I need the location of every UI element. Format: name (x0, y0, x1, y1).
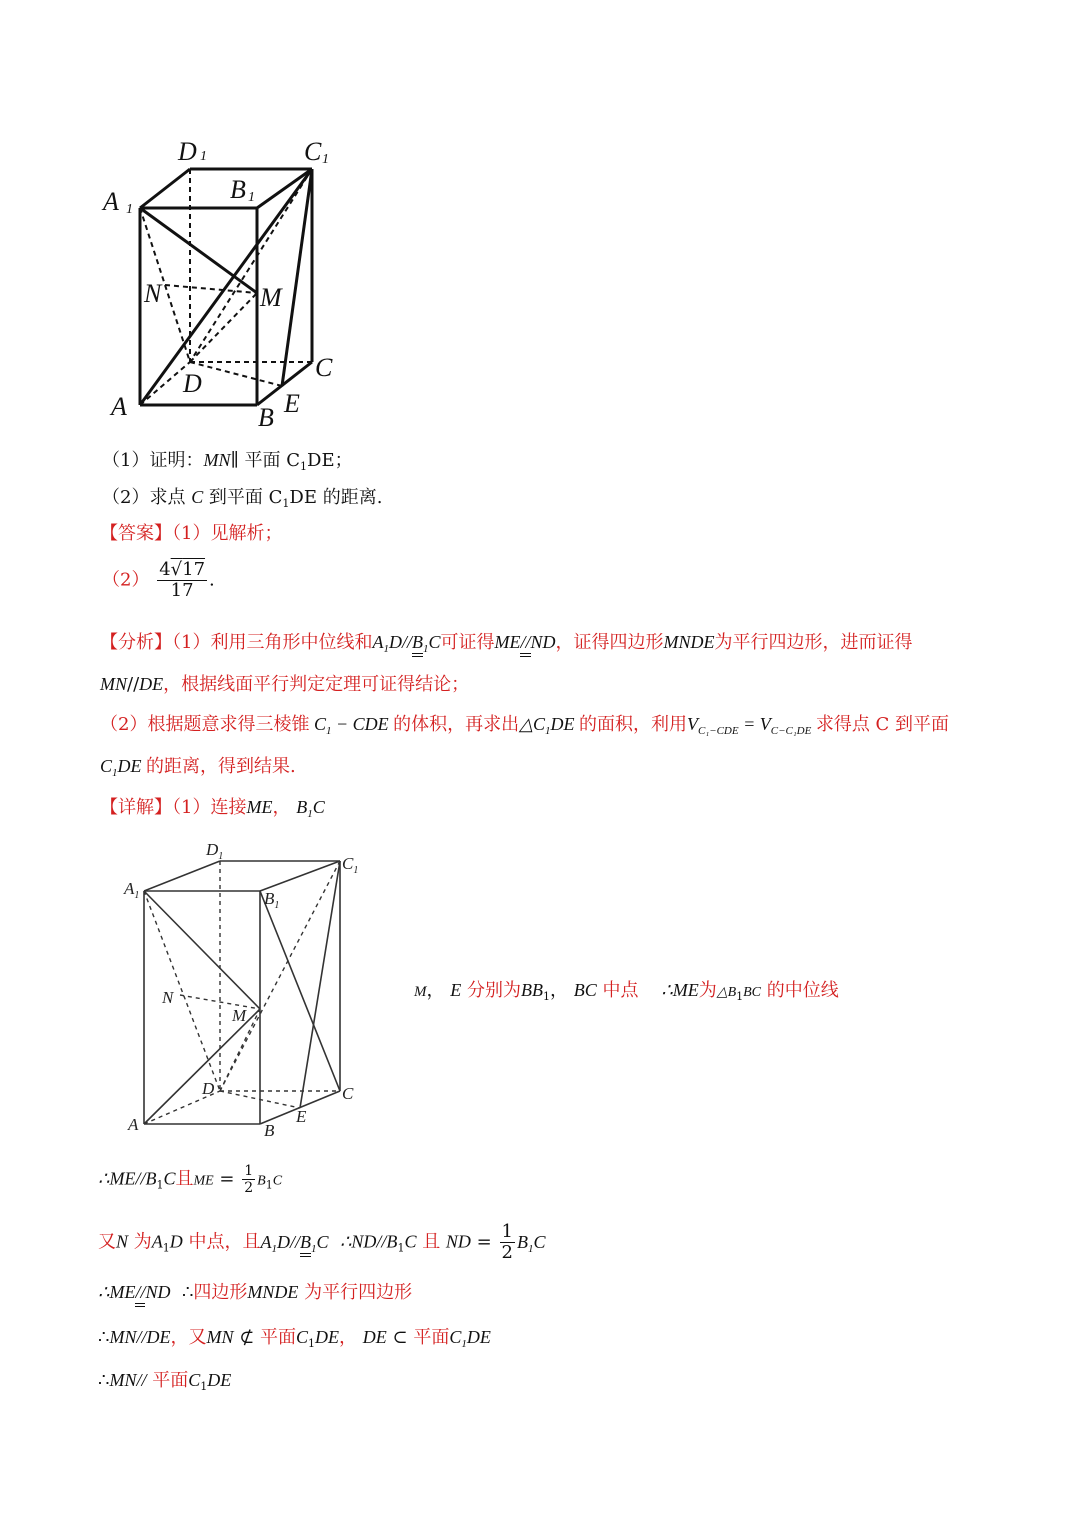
label-d1: D (178, 137, 197, 166)
label-a1: A (103, 187, 119, 216)
svg-text:1: 1 (322, 152, 329, 167)
answer-fraction: $\frac{4√17}{17}$ (159, 559, 206, 601)
fig2-label-d1: $D_1$ (206, 840, 224, 862)
fig2-label-d: D (202, 1079, 215, 1098)
svg-text:1: 1 (248, 190, 255, 205)
analysis-line-1: 【分析】（1）利用三角形中位线和$A_1D//B_1C$可证得ME//ND，证得四边形MNDE为平行四边形，进而证得 (100, 632, 913, 655)
detail-line: 【详解】（1）连接ME， $B_1C$ (100, 797, 325, 820)
prism-figure-1 (95, 130, 355, 430)
fig2-label-c1: $C_1$ (342, 854, 359, 876)
step-2: 又N 为$A_1D$ 中点，且$A_1D//B_1C$ $\therefore ND//B_1C$ 且 ND = $\frac{1}{2}$ $B_1C$ (98, 1221, 546, 1263)
question-2: （2）求点 C 到平面 $C_1DE$ 的距离. (102, 487, 383, 510)
label-c1: C (304, 137, 322, 166)
label-m: M (260, 283, 282, 312)
fig2-label-a: A (128, 1115, 139, 1134)
answer-line: 【答案】（1）见解析； (100, 523, 283, 544)
fig2-label-m: M (232, 1006, 247, 1025)
svg-text:1: 1 (126, 202, 133, 217)
side-note: M， E 分别为$BB_1$， BC 中点 ∴ME为$\triangle B_1BC$ 的中位线 (414, 980, 839, 1003)
label-e: E (284, 389, 300, 418)
analysis-line-3: （2）根据题意求得三棱锥 $C_1$ − CDE 的体积，再求出$\triangle C_1DE$ 的面积，利用$V_{C_1-CDE} = V_{C-C_1DE}$ 求得点 C 到平面 (100, 714, 950, 737)
label-n: N (144, 279, 162, 308)
fig2-label-c: C (342, 1084, 354, 1103)
label-d: D (183, 369, 202, 398)
fig2-label-e: E (296, 1107, 307, 1126)
fig2-label-a1: $A_1$ (124, 879, 140, 901)
analysis-line-4: $C_1DE$ 的距离，得到结果. (100, 756, 296, 779)
label-c: C (315, 353, 333, 382)
fig2-label-b1: $B_1$ (264, 889, 280, 911)
step-3: ∴ME//ND ∴四边形MNDE 为平行四边形 (98, 1282, 413, 1303)
svg-text:1: 1 (200, 149, 207, 164)
label-a: A (111, 392, 127, 421)
question-1: （1）证明：MN∥ 平面 $C_1DE$； (102, 450, 353, 473)
step-5: ∴MN// 平面$C_1DE$ (98, 1370, 232, 1393)
step-1: $\therefore ME//B_1C$且ME = $\frac{1}{2}$ $B_1C$ (98, 1163, 283, 1196)
label-b: B (258, 403, 274, 430)
prism-figure-2 (120, 838, 370, 1138)
label-b1: B (230, 175, 246, 204)
fig2-label-b: B (264, 1121, 275, 1138)
fig2-label-n: N (162, 988, 174, 1007)
answer-2: （2） $\frac{4√17}{17}$ . (102, 559, 215, 601)
analysis-line-2: MN//DE，根据线面平行判定定理可证得结论； (100, 674, 470, 695)
step-4: ∴MN//DE，又MN ⊄ 平面$C_1DE$， DE ⊂ 平面$C_1DE$ (98, 1327, 491, 1350)
